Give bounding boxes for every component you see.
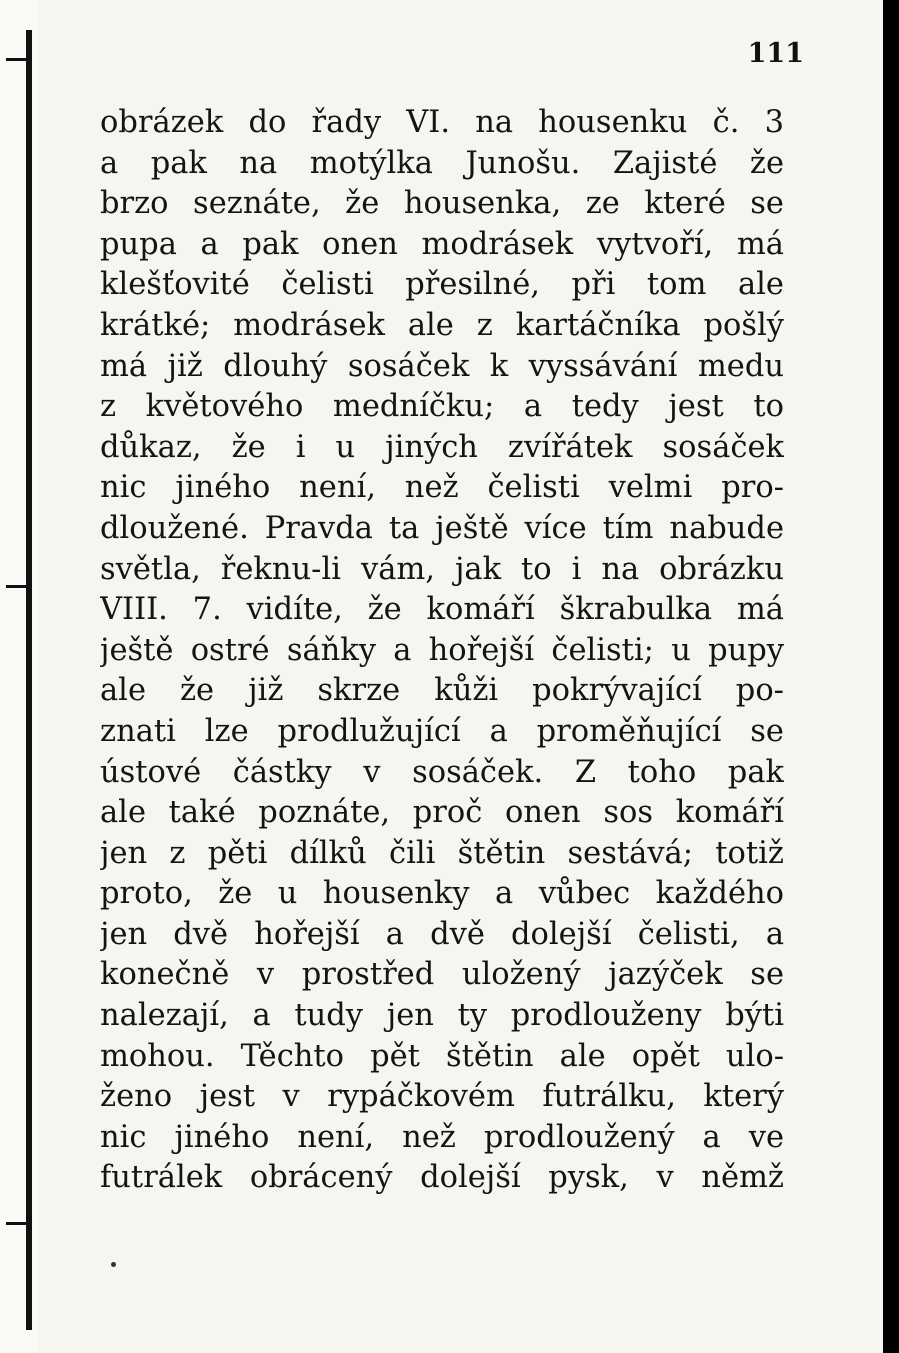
text-line: jen dvě hořejší a dvě dolejší čelisti, a [100, 916, 784, 952]
text-line: ženo jest v rypáčkovém futrálku, který [100, 1079, 784, 1115]
right-edge [883, 0, 899, 1353]
text-line: nic jiného není, než čelisti velmi pro- [100, 470, 784, 506]
text-line: ale také poznáte, proč onen sos komáří [100, 795, 784, 831]
text-line: obrázek do řady VI. na housenku č. 3 [100, 105, 784, 140]
page-number: 111 [747, 38, 804, 69]
ink-speck [111, 1262, 116, 1267]
text-line: ale že již skrze kůži pokrývající po- [100, 673, 784, 709]
text-line: pupa a pak onen modrásek vytvoří, má [100, 226, 784, 262]
text-line: brzo seznáte, že housenka, ze které se [100, 186, 784, 222]
text-line: znati lze prodlužující a proměňující se [100, 713, 784, 749]
body-text [100, 103, 784, 1199]
text-line: futrálek obrácený dolejší pysk, v němž [100, 1160, 784, 1196]
margin-mark [6, 58, 28, 61]
text-line: klešťovité čelisti přesilné, při tom ale [100, 267, 784, 303]
text-line: VIII. 7. vidíte, že komáří škrabulka má [100, 592, 784, 628]
text-line: ještě ostré sáňky a hořejší čelisti; u pupy [100, 632, 784, 668]
text-line: nalezají, a tudy jen ty prodlouženy býti [100, 998, 784, 1034]
margin-mark [6, 1222, 28, 1225]
text-line: světla, řeknu-li vám, jak to i na obrázku [100, 551, 784, 587]
text-line: z květového medníčku; a tedy jest to [100, 389, 784, 425]
text-line: mohou. Těchto pět štětin ale opět ulo- [100, 1038, 784, 1074]
text-line: má již dlouhý sosáček k vyssávání medu [100, 348, 784, 384]
binding-line [26, 30, 32, 1330]
text-line: konečně v prostřed uložený jazýček se [100, 957, 784, 993]
text-line: proto, že u housenky a vůbec každého [100, 876, 784, 912]
text-line: krátké; modrásek ale z kartáčníka pošlý [100, 307, 784, 343]
text-line: nic jiného není, než prodloužený a ve [100, 1119, 784, 1155]
text-line: ústové částky v sosáček. Z toho pak [100, 754, 784, 790]
text-line: dloužené. Pravda ta ještě více tím nabude [100, 510, 784, 546]
text-line: důkaz, že i u jiných zvířátek sosáček [100, 429, 784, 465]
text-line: a pak na motýlka Junošu. Zajisté že [100, 145, 784, 181]
left-margin [0, 0, 38, 1353]
margin-mark [6, 585, 28, 588]
text-line: jen z pěti dílků čili štětin sestává; totiž [100, 835, 784, 871]
